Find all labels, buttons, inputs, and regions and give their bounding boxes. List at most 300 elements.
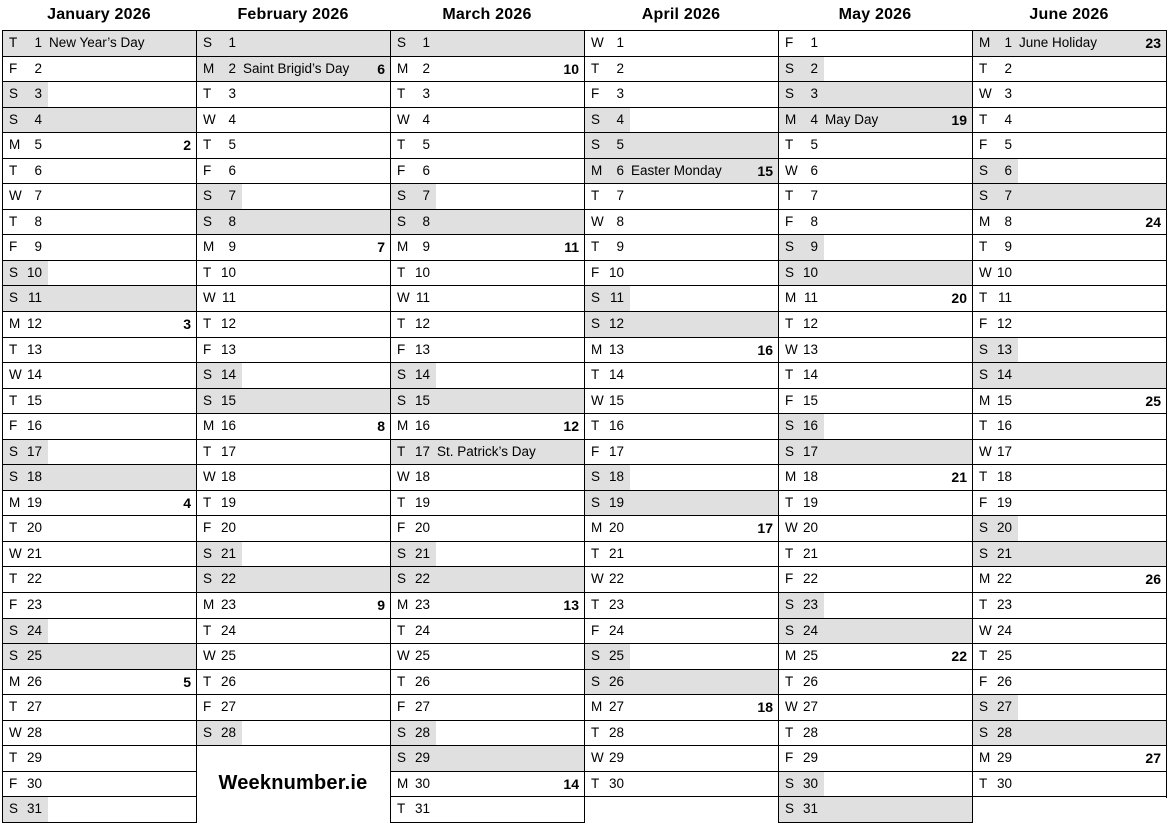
day-number: 26 <box>802 673 818 689</box>
day-row <box>584 338 778 364</box>
day-number: 12 <box>26 316 42 332</box>
week-number: 20 <box>951 290 967 307</box>
day-letter: F <box>785 35 794 50</box>
day-letter: W <box>9 724 22 740</box>
day-letter: F <box>397 520 406 536</box>
day-row <box>196 312 390 338</box>
day-number: 4 <box>422 111 430 127</box>
day-number: 21 <box>220 545 236 561</box>
day-number: 22 <box>26 571 42 587</box>
day-row <box>390 82 584 108</box>
day-row <box>972 695 1166 721</box>
day-letter: T <box>203 264 212 280</box>
day-letter: F <box>9 418 18 434</box>
month-column-june <box>972 2 1166 797</box>
day-number: 13 <box>608 341 624 357</box>
week-number: 15 <box>757 162 773 179</box>
day-letter: T <box>591 775 600 791</box>
day-number: 19 <box>220 494 236 510</box>
day-number: 18 <box>802 469 818 485</box>
day-row <box>2 414 196 440</box>
day-row <box>584 389 778 415</box>
month-grid-march <box>390 30 584 823</box>
day-letter: T <box>9 162 18 178</box>
day-number: 10 <box>996 264 1012 280</box>
day-letter: T <box>397 137 406 153</box>
day-row <box>390 184 584 210</box>
day-row <box>2 338 196 364</box>
day-letter: T <box>785 673 794 689</box>
day-letter: T <box>785 494 794 510</box>
day-number: 26 <box>608 673 624 689</box>
day-letter: T <box>979 597 988 613</box>
day-letter: T <box>979 290 988 306</box>
day-number: 21 <box>414 545 430 561</box>
day-row <box>778 82 972 108</box>
day-row <box>196 261 390 287</box>
day-letter: M <box>785 469 797 485</box>
day-letter: S <box>9 622 19 638</box>
day-number: 11 <box>221 290 236 306</box>
day-row <box>390 31 584 57</box>
day-number: 7 <box>616 188 624 204</box>
day-number: 11 <box>803 290 818 306</box>
day-letter: S <box>785 264 795 280</box>
day-number: 10 <box>608 264 624 280</box>
day-row <box>196 414 390 440</box>
day-row <box>390 670 584 696</box>
day-letter: S <box>203 188 213 204</box>
day-number: 8 <box>34 213 42 229</box>
day-letter: M <box>397 597 409 613</box>
day-row <box>584 440 778 466</box>
day-letter: S <box>785 597 795 613</box>
day-row <box>2 797 196 823</box>
holiday-label: St. Patrick’s Day <box>437 443 536 459</box>
day-number: 25 <box>996 648 1012 664</box>
day-number: 17 <box>996 443 1012 459</box>
day-letter: S <box>397 571 407 587</box>
day-number: 14 <box>996 367 1012 383</box>
day-letter: S <box>785 443 795 459</box>
day-letter: S <box>785 60 795 76</box>
day-letter: W <box>203 648 216 664</box>
day-letter: W <box>203 290 216 306</box>
day-letter: S <box>9 469 19 485</box>
day-letter: T <box>397 264 406 280</box>
day-number: 23 <box>220 597 236 613</box>
day-number: 30 <box>996 775 1012 791</box>
day-row <box>390 312 584 338</box>
day-number: 15 <box>996 392 1012 408</box>
day-number: 21 <box>996 545 1012 561</box>
day-row <box>584 286 778 312</box>
day-letter: M <box>785 111 797 127</box>
day-number: 24 <box>220 622 236 638</box>
day-number: 9 <box>422 239 430 255</box>
day-row <box>196 286 390 312</box>
day-letter: M <box>979 213 991 229</box>
day-number: 24 <box>26 622 42 638</box>
day-letter: F <box>397 699 406 715</box>
day-number: 14 <box>414 367 430 383</box>
day-number: 24 <box>608 622 624 638</box>
day-letter: S <box>591 137 601 153</box>
day-letter: T <box>591 724 600 740</box>
day-row <box>972 235 1166 261</box>
day-row <box>584 619 778 645</box>
day-row <box>972 491 1166 517</box>
day-row <box>584 57 778 83</box>
day-letter: M <box>591 699 603 715</box>
day-row <box>390 567 584 593</box>
day-number: 8 <box>228 213 236 229</box>
day-number: 22 <box>414 571 430 587</box>
week-number: 7 <box>377 239 385 256</box>
day-letter: F <box>9 597 18 613</box>
day-number: 11 <box>27 290 42 306</box>
day-letter: T <box>785 724 794 740</box>
day-letter: T <box>591 367 600 383</box>
day-letter: S <box>203 367 213 383</box>
day-row <box>2 261 196 287</box>
day-row <box>972 516 1166 542</box>
day-number: 22 <box>802 571 818 587</box>
day-row <box>196 184 390 210</box>
day-row <box>778 567 972 593</box>
day-number: 31 <box>414 801 430 817</box>
day-letter: W <box>591 571 604 587</box>
grid-vline <box>390 30 391 823</box>
day-number: 10 <box>802 264 818 280</box>
day-letter: F <box>785 392 794 408</box>
month-title-april: April 2026 <box>641 6 721 23</box>
day-row <box>196 159 390 185</box>
day-number: 12 <box>220 316 236 332</box>
day-letter: F <box>203 699 212 715</box>
day-letter: W <box>591 392 604 408</box>
day-row <box>972 363 1166 389</box>
day-letter: M <box>203 60 215 76</box>
day-number: 2 <box>422 60 430 76</box>
week-number: 2 <box>183 137 191 154</box>
day-number: 5 <box>34 137 42 153</box>
day-row <box>2 465 196 491</box>
day-number: 14 <box>220 367 236 383</box>
day-number: 13 <box>220 341 236 357</box>
day-letter: T <box>9 699 18 715</box>
site-logo[interactable]: Weeknumber.ie <box>218 772 368 794</box>
day-row <box>390 491 584 517</box>
day-number: 23 <box>414 597 430 613</box>
day-letter: S <box>203 392 213 408</box>
day-letter: S <box>203 571 213 587</box>
day-row <box>778 338 972 364</box>
day-row <box>2 159 196 185</box>
day-letter: M <box>9 673 21 689</box>
day-number: 25 <box>414 648 430 664</box>
day-letter: T <box>203 673 212 689</box>
day-row <box>584 261 778 287</box>
day-number: 29 <box>996 750 1012 766</box>
day-letter: T <box>785 367 794 383</box>
day-letter: T <box>979 775 988 791</box>
week-number: 22 <box>951 648 967 665</box>
day-letter: T <box>979 418 988 434</box>
week-number: 18 <box>757 699 773 716</box>
day-number: 31 <box>802 801 818 817</box>
day-number: 12 <box>996 316 1012 332</box>
day-letter: T <box>397 86 406 102</box>
day-number: 25 <box>802 648 818 664</box>
day-row <box>972 440 1166 466</box>
day-row <box>584 108 778 134</box>
day-letter: S <box>979 520 989 536</box>
day-letter: F <box>979 494 988 510</box>
day-row <box>584 670 778 696</box>
week-number: 24 <box>1145 213 1161 230</box>
day-row <box>196 108 390 134</box>
day-number: 3 <box>810 86 818 102</box>
day-number: 20 <box>996 520 1012 536</box>
day-row <box>2 567 196 593</box>
day-number: 14 <box>802 367 818 383</box>
day-letter: T <box>397 316 406 332</box>
day-row <box>196 31 390 57</box>
day-letter: M <box>591 341 603 357</box>
day-number: 16 <box>26 418 42 434</box>
day-letter: M <box>203 418 215 434</box>
day-number: 15 <box>414 392 430 408</box>
day-number: 17 <box>26 443 42 459</box>
day-letter: M <box>397 418 409 434</box>
day-letter: T <box>591 188 600 204</box>
day-row <box>778 210 972 236</box>
month-column-april <box>584 2 778 797</box>
day-row <box>390 389 584 415</box>
day-letter: S <box>397 545 407 561</box>
month-grid-may <box>778 30 972 823</box>
day-number: 2 <box>34 60 42 76</box>
month-column-february <box>196 2 390 746</box>
day-number: 13 <box>414 341 430 357</box>
day-number: 21 <box>608 545 624 561</box>
day-row <box>778 465 972 491</box>
day-letter: T <box>397 494 406 510</box>
day-letter: T <box>591 597 600 613</box>
day-row <box>390 772 584 798</box>
week-number: 16 <box>757 341 773 358</box>
day-row <box>390 414 584 440</box>
day-number: 26 <box>220 673 236 689</box>
day-letter: T <box>9 750 18 766</box>
day-row <box>196 516 390 542</box>
day-row <box>196 567 390 593</box>
day-number: 4 <box>810 111 818 127</box>
week-number: 11 <box>564 239 579 256</box>
day-number: 22 <box>220 571 236 587</box>
day-number: 26 <box>414 673 430 689</box>
day-number: 20 <box>414 520 430 536</box>
day-row <box>390 159 584 185</box>
day-row <box>196 338 390 364</box>
day-letter: S <box>591 648 601 664</box>
day-row <box>390 57 584 83</box>
day-letter: W <box>397 469 410 485</box>
day-number: 30 <box>608 775 624 791</box>
day-row <box>196 721 390 747</box>
day-row <box>584 491 778 517</box>
day-letter: F <box>9 60 18 76</box>
day-row <box>972 210 1166 236</box>
day-letter: S <box>979 341 989 357</box>
day-letter: M <box>9 137 21 153</box>
day-row <box>972 108 1166 134</box>
day-number: 7 <box>810 188 818 204</box>
day-letter: W <box>785 341 798 357</box>
day-letter: T <box>397 443 406 459</box>
day-letter: T <box>203 86 212 102</box>
day-row <box>972 721 1166 747</box>
day-letter: M <box>979 392 991 408</box>
day-letter: F <box>785 750 794 766</box>
day-row <box>196 593 390 619</box>
holiday-label: June Holiday <box>1019 35 1098 50</box>
day-number: 3 <box>34 86 42 102</box>
day-letter: T <box>979 111 988 127</box>
day-letter: S <box>9 648 19 664</box>
day-letter: M <box>397 239 409 255</box>
day-letter: S <box>9 443 19 459</box>
day-letter: S <box>203 724 213 740</box>
day-number: 27 <box>26 699 42 715</box>
day-row <box>196 440 390 466</box>
day-row <box>778 721 972 747</box>
day-letter: S <box>203 35 213 50</box>
day-number: 3 <box>422 86 430 102</box>
day-row <box>778 516 972 542</box>
day-row <box>584 465 778 491</box>
day-letter: W <box>591 213 604 229</box>
day-letter: T <box>9 520 18 536</box>
day-letter: M <box>9 316 21 332</box>
day-row <box>972 670 1166 696</box>
week-number: 25 <box>1145 392 1161 409</box>
day-number: 7 <box>34 188 42 204</box>
day-number: 9 <box>228 239 236 255</box>
grid-vline <box>778 30 779 823</box>
day-row <box>972 184 1166 210</box>
day-letter: S <box>397 392 407 408</box>
day-number: 24 <box>996 622 1012 638</box>
month-title-june: June 2026 <box>1029 6 1109 23</box>
day-number: 16 <box>996 418 1012 434</box>
day-row <box>778 440 972 466</box>
day-row <box>2 57 196 83</box>
day-letter: W <box>979 86 992 102</box>
day-number: 12 <box>802 316 818 332</box>
day-number: 13 <box>996 341 1012 357</box>
day-number: 29 <box>414 750 430 766</box>
day-row <box>2 210 196 236</box>
day-row <box>390 644 584 670</box>
day-row <box>390 516 584 542</box>
day-row <box>390 440 584 466</box>
day-row <box>2 82 196 108</box>
day-letter: T <box>979 60 988 76</box>
day-row <box>2 491 196 517</box>
week-number: 14 <box>563 775 579 792</box>
day-letter: T <box>397 622 406 638</box>
day-row <box>778 695 972 721</box>
day-letter: M <box>203 239 215 255</box>
day-letter: M <box>979 35 991 50</box>
holiday-label: New Year’s Day <box>49 35 145 50</box>
day-number: 5 <box>1004 137 1012 153</box>
day-row <box>778 31 972 57</box>
day-letter: S <box>979 188 989 204</box>
day-number: 12 <box>414 316 430 332</box>
day-number: 15 <box>220 392 236 408</box>
day-number: 27 <box>608 699 624 715</box>
day-number: 7 <box>422 188 430 204</box>
day-number: 11 <box>415 290 430 306</box>
day-row <box>196 133 390 159</box>
day-row <box>972 414 1166 440</box>
day-letter: T <box>591 418 600 434</box>
day-letter: M <box>785 290 797 306</box>
day-number: 5 <box>228 137 236 153</box>
day-row <box>972 338 1166 364</box>
day-number: 5 <box>810 137 818 153</box>
day-row <box>390 210 584 236</box>
day-number: 30 <box>26 775 42 791</box>
day-letter: F <box>785 213 794 229</box>
day-row <box>2 644 196 670</box>
day-letter: T <box>591 545 600 561</box>
day-number: 31 <box>26 801 42 817</box>
day-letter: S <box>397 35 407 50</box>
day-row <box>778 261 972 287</box>
day-letter: F <box>9 775 18 791</box>
day-letter: T <box>979 239 988 255</box>
day-row <box>584 184 778 210</box>
day-row <box>584 567 778 593</box>
day-row <box>2 363 196 389</box>
week-number: 12 <box>563 418 579 435</box>
day-number: 18 <box>26 469 42 485</box>
day-row <box>972 31 1166 57</box>
week-number: 13 <box>563 597 579 614</box>
day-row <box>584 721 778 747</box>
day-row <box>584 542 778 568</box>
day-number: 8 <box>1004 213 1012 229</box>
day-letter: M <box>591 520 603 536</box>
day-row <box>2 184 196 210</box>
week-number: 6 <box>377 60 385 77</box>
day-number: 17 <box>608 443 624 459</box>
day-letter: W <box>9 188 22 204</box>
day-row <box>2 746 196 772</box>
day-row <box>196 670 390 696</box>
day-letter: T <box>203 137 212 153</box>
day-letter: W <box>785 520 798 536</box>
day-letter: F <box>979 137 988 153</box>
day-row <box>972 593 1166 619</box>
day-letter: S <box>591 469 601 485</box>
day-letter: F <box>203 341 212 357</box>
month-title-march: March 2026 <box>442 6 532 23</box>
